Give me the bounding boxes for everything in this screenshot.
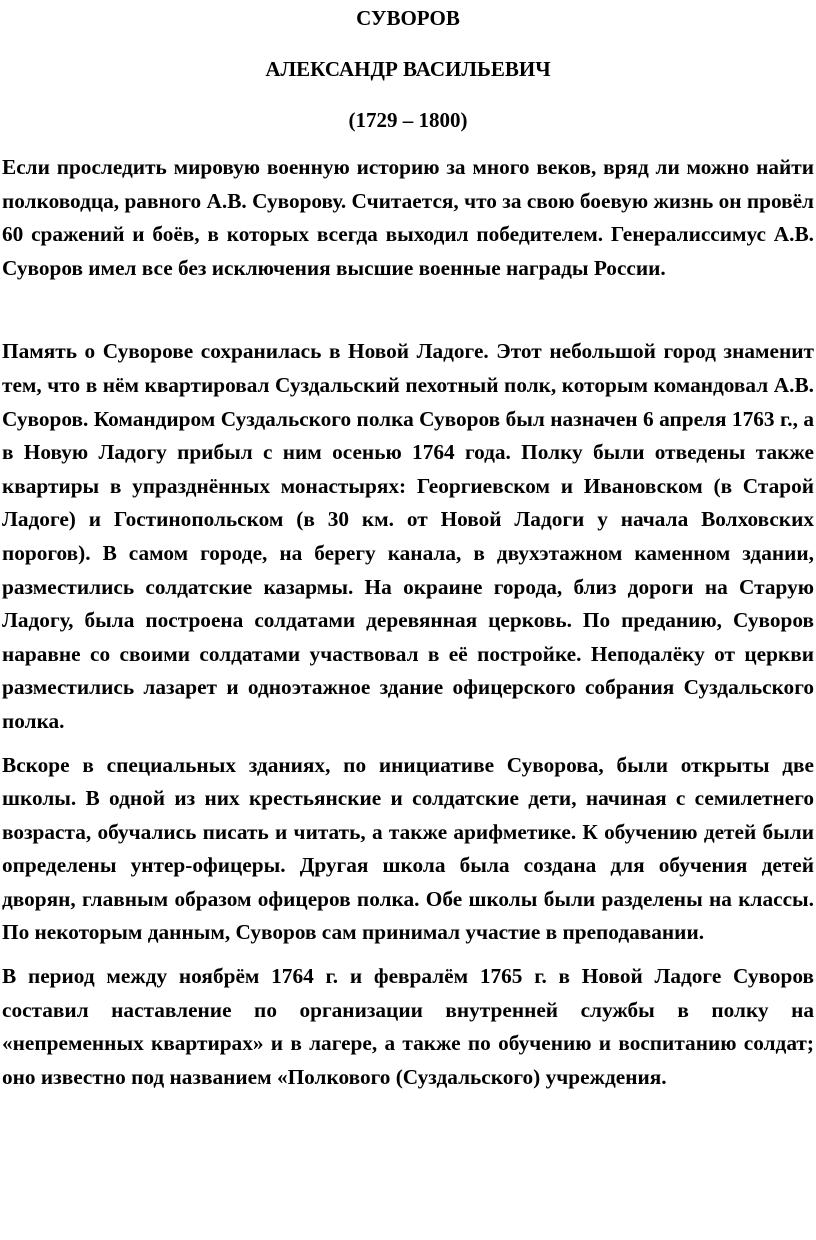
paragraph-schools: Вскоре в специальных зданиях, по инициативе Суворова, были открыты две школы. В одной из них крестьянские и солдатские дети, начиная с семилетнего возраста, обучались писать и читать, а также арифметике. К обучению детей были определены унтер-офицеры. Другая школа была создана для обучения детей дворян, главным образом офицеров полка. Обе школы были разделены на классы. По некоторым данным, Суворов сам принимал участие в преподавании. bbox=[2, 752, 814, 945]
title-full-name: АЛЕКСАНДР ВАСИЛЬЕВИЧ bbox=[265, 57, 551, 81]
title-life-years: (1729 – 1800) bbox=[348, 108, 468, 132]
paragraph-regimental-instruction: В период между ноябрём 1764 г. и февралём 1765 г. в Новой Ладоге Суворов составил наставление по организации внутренней службы в полку на «непременных квартирах» и в лагере, а также по обучению и воспитанию солдат; оно известно под названием «Полкового (Суздальского) учреждения. bbox=[2, 964, 814, 1089]
title-surname: СУВОРОВ bbox=[356, 6, 460, 30]
paragraph-intro: Если проследить мировую военную историю за много веков, вряд ли можно найти полководца, равного А.В. Суворову. Считается, что за свою боевую жизнь он провёл 60 сражений и боёв, в которых всегда выходил победителем. Генералиссимус А.В. Суворов имел все без исключения высшие военные награды России. bbox=[2, 155, 814, 280]
paragraph-novaya-ladoga: Память о Суворове сохранилась в Новой Ладоге. Этот небольшой город знаменит тем, что в нём квартировал Суздальский пехотный полк, которым командовал А.В. Суворов. Командиром Суздальского полка Суворов был назначен 6 апреля 1763 г., а в Новую Ладогу прибыл с ним осенью 1764 года. Полку были отведены также квартиры в упразднённых монастырях: Георгиевском и Ивановском (в Старой Ладоге) и Гостинопольском (в 30 км. от Новой Ладоги у начала Волховских порогов). В самом городе, на берегу канала, в двухэтажном каменном здании, разместились солдатские казармы. На окраине города, близ дороги на Старую Ладогу, была построена солдатами деревянная церковь. По преданию, Суворов наравне со своими солдатами участвовал в её постройке. Неподалёку от церкви разместились лазарет и одноэтажное здание офицерского собрания Суздальского полка. bbox=[2, 339, 814, 733]
